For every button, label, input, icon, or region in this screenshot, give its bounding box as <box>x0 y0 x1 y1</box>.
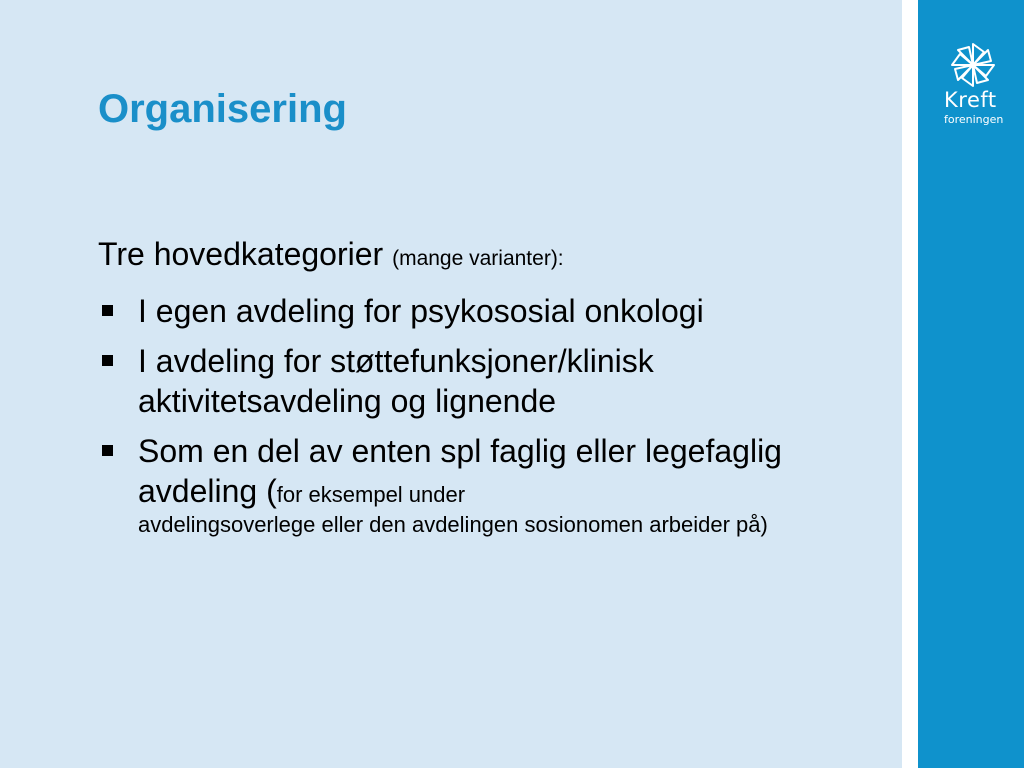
square-bullet-icon <box>102 355 113 366</box>
brand-name: Kreft <box>944 88 997 112</box>
pinwheel-logo-icon <box>948 40 998 90</box>
bullet-note-inline: for eksempel under <box>276 482 466 507</box>
bullet-item <box>98 291 888 331</box>
bullet-note-rest: avdelingsoverlege eller den avdelingen sosionomen arbeider på) <box>138 512 768 537</box>
intro-line <box>98 232 888 281</box>
divider-strip <box>902 0 918 768</box>
bullet-text: I avdeling for støttefunksjoner/klinisk aktivitetsavdeling og lignende <box>138 343 654 419</box>
bullet-text: I egen avdeling for psykososial onkologi <box>138 293 704 329</box>
brand-subtitle: foreningen <box>944 113 1004 126</box>
square-bullet-icon <box>102 445 113 456</box>
bullet-text: Som en del av enten spl faglig eller legefaglig avdeling ( <box>138 433 782 509</box>
brand-logo <box>940 40 1010 130</box>
square-bullet-icon <box>102 305 113 316</box>
slide-title: Organisering <box>98 87 347 131</box>
intro-main-text: Tre hovedkategorier <box>98 236 384 272</box>
bullet-item <box>98 431 888 542</box>
intro-note-text: (mange varianter): <box>392 247 564 270</box>
bullet-item <box>98 341 888 421</box>
bullet-list <box>98 291 888 542</box>
slide-content <box>98 232 888 542</box>
